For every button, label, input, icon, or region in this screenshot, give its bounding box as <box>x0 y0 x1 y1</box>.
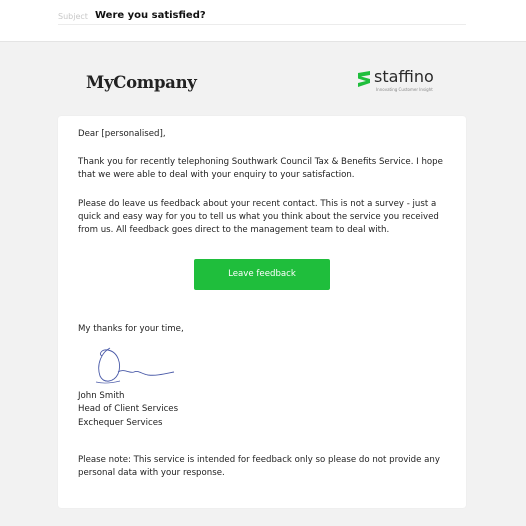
subject-row <box>58 0 466 25</box>
greeting: Dear [personalised], <box>78 129 166 139</box>
email-header <box>58 60 466 104</box>
intro-paragraph: Thank you for recently telephoning Southwark Council Tax & Benefits Service. I hope that we were able to deal with your enquiry to your satisfaction. <box>78 157 443 180</box>
staffino-logo <box>356 68 446 96</box>
subject-bar <box>0 0 526 42</box>
signatory-title: Head of Client Services <box>78 404 179 414</box>
closing-thanks: My thanks for your time, <box>78 324 184 334</box>
email-body-card <box>58 116 466 508</box>
privacy-note: Please note: This service is intended for feedback only so please do not provide any personal data with your response. <box>78 455 440 478</box>
leave-feedback-button[interactable]: Leave feedback <box>194 259 330 290</box>
company-logo: MyCompany <box>86 73 197 92</box>
subject-value: Were you satisfied? <box>95 10 206 21</box>
staffino-logo-icon <box>356 70 372 88</box>
subject-label: Subject <box>58 12 88 21</box>
signatory-name: John Smith <box>78 391 125 401</box>
feedback-request-paragraph: Please do leave us feedback about your recent contact. This is not a survey - just a quick and easy way for you to tell us what you think about the service you received from us. All feedback goes direct to the management team to deal with. <box>78 199 439 235</box>
staffino-tagline: Innovating Customer Insight <box>376 87 433 92</box>
signatory-department: Exchequer Services <box>78 418 163 428</box>
handwritten-signature <box>78 342 178 388</box>
staffino-wordmark: staffino <box>374 67 434 86</box>
